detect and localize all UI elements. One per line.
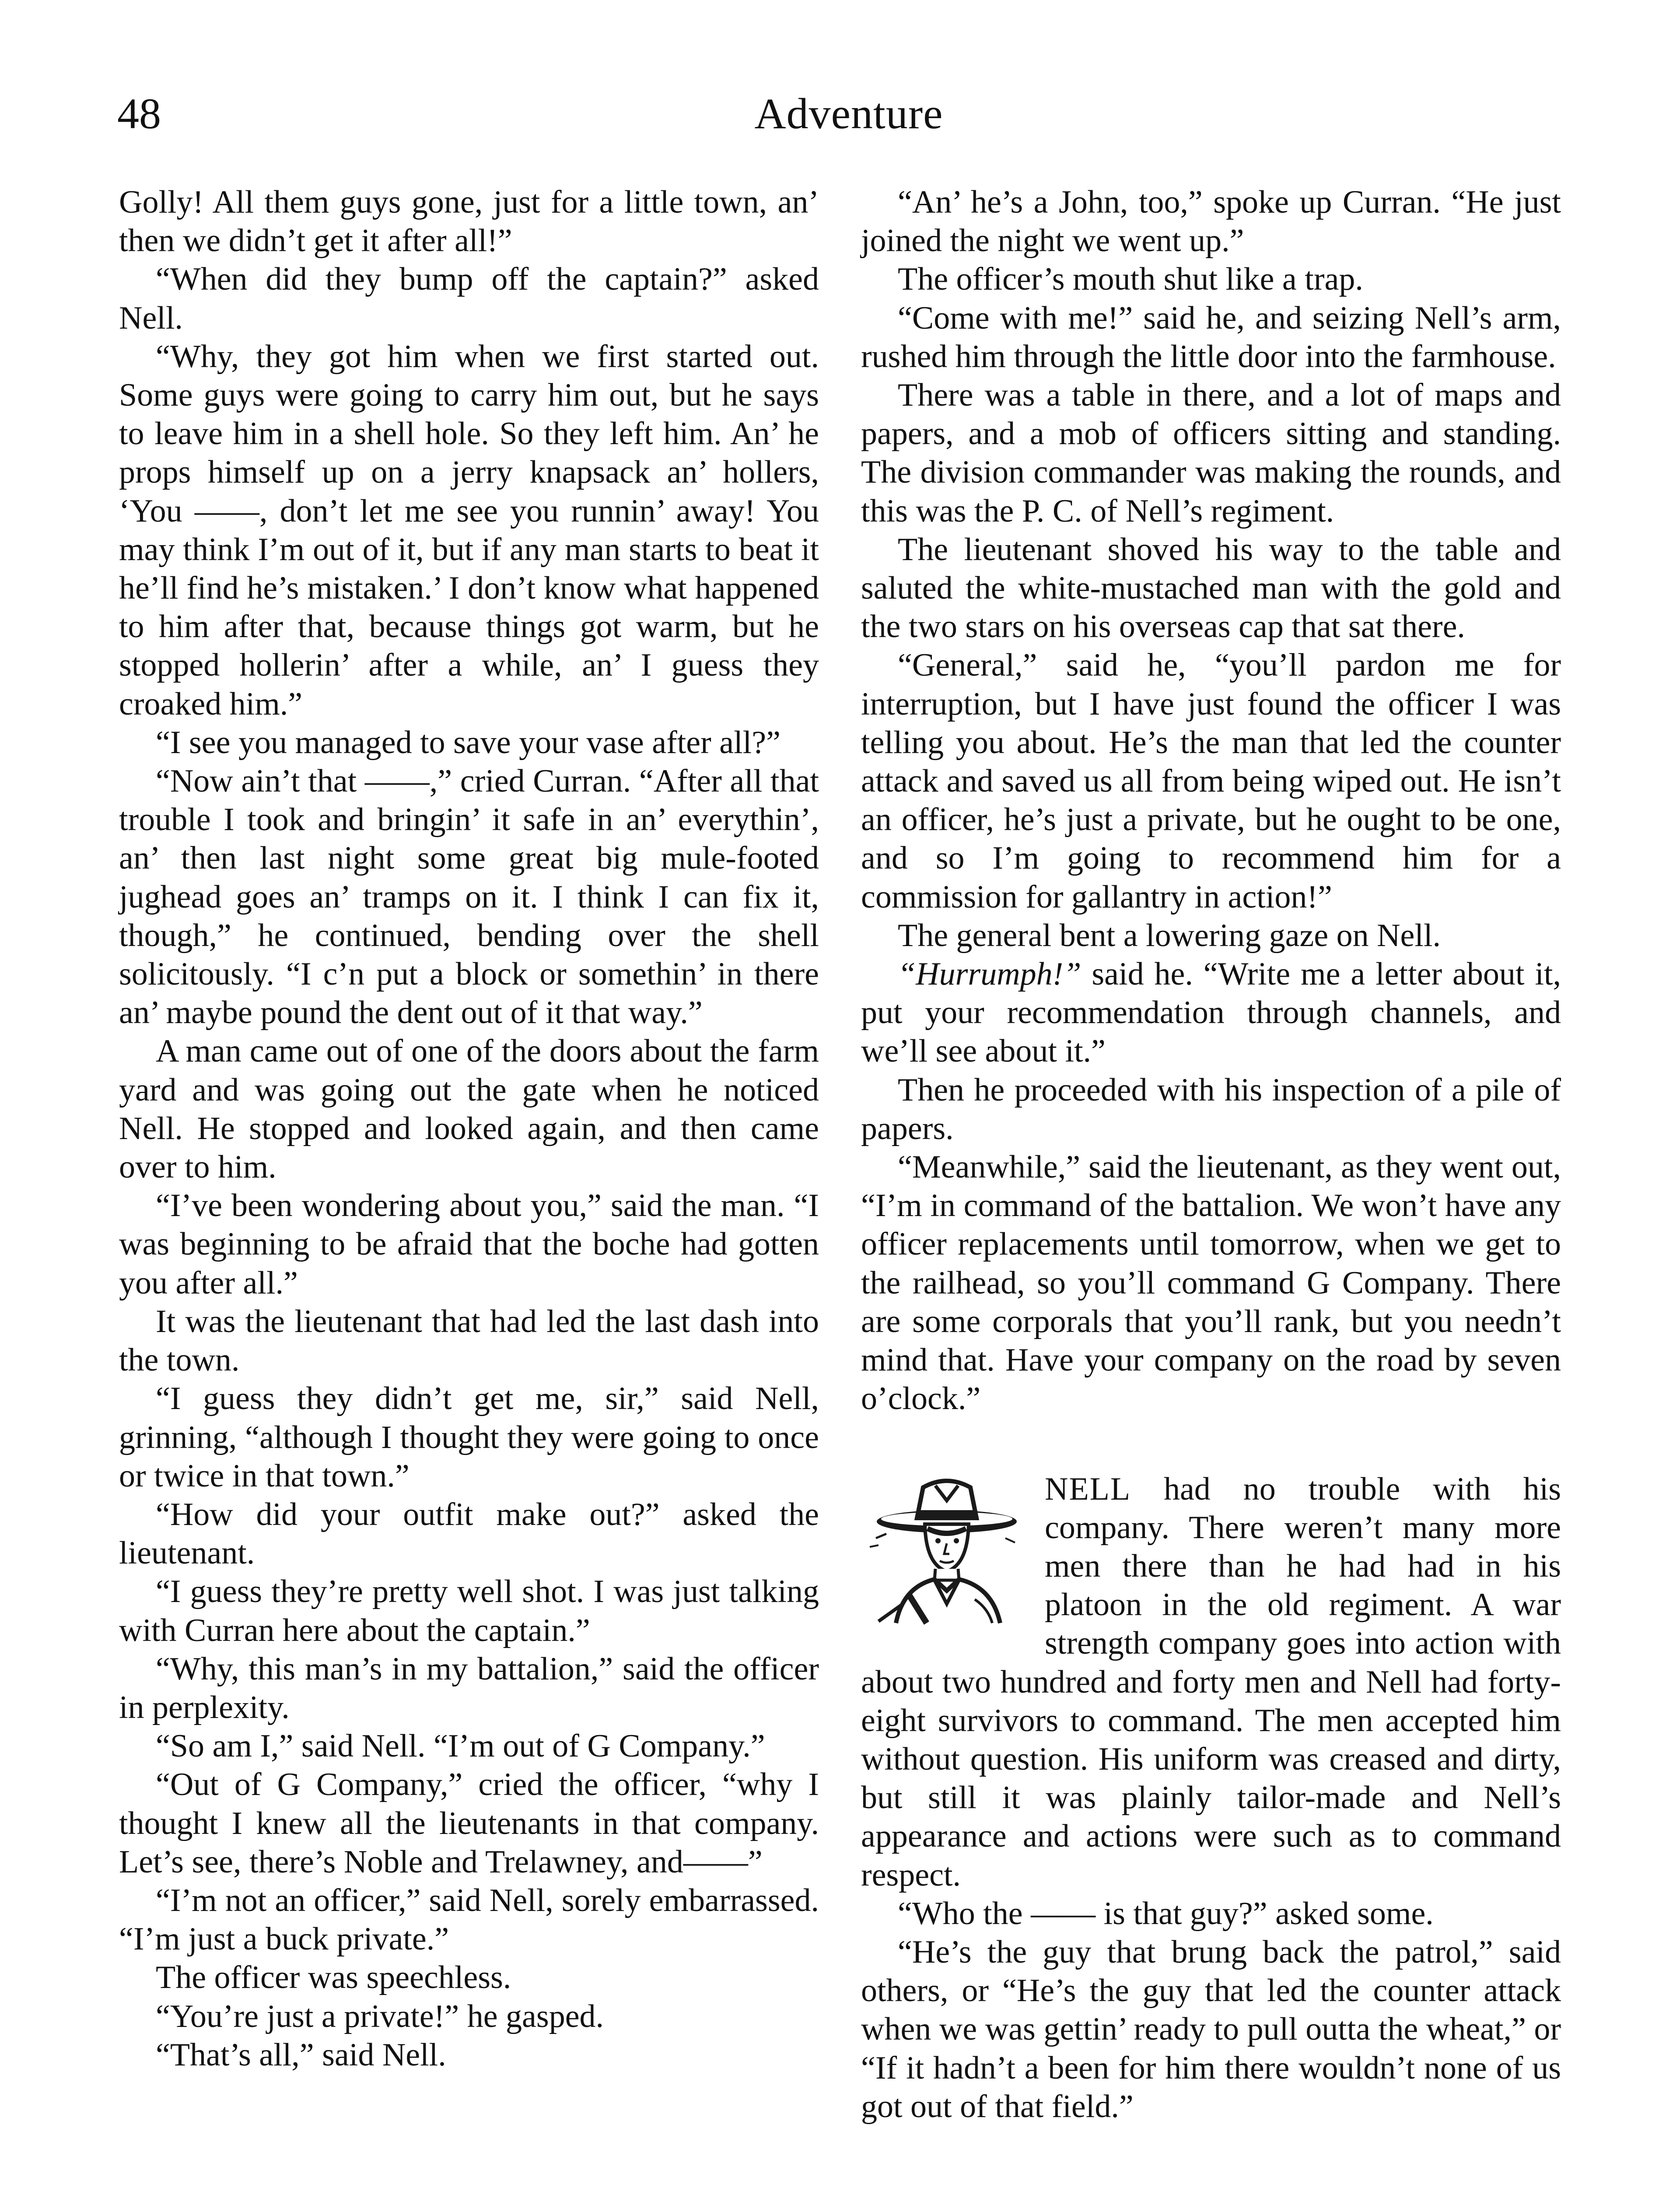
paragraph: “I guess they’re pretty well shot. I was just talking with Curran here about the captain.” (119, 1574, 819, 1648)
section-opening (861, 1470, 1561, 1894)
paragraph: “He’s the guy that brung back the patrol,” said others, or “He’s the guy that led the counter attack when we was gettin’ ready to pull outta the wheat,” or “If it hadn’t a been for him there wouldn’t none of us got out of that field.” (861, 1934, 1561, 2125)
paragraph: “Who the —— is that guy?” asked some. (898, 1895, 1434, 1932)
paragraph: “I’m not an officer,” said Nell, sorely embarrassed. “I’m just a buck private.” (119, 1882, 819, 1957)
paragraph: “I’ve been wondering about you,” said the man. “I was beginning to be afraid that the boche had gotten you after all.” (119, 1188, 819, 1301)
paragraph: “Meanwhile,” said the lieutenant, as they went out, “I’m in command of the battalion. We won’t have any officer replacements until tomorrow, when we get to the railhead, so you’ll command G Company. There are some corporals that you’ll rank, but you needn’t mind that. Have your company on the road by seven o’clock.” (861, 1149, 1561, 1417)
paragraph: “Now ain’t that ——,” cried Curran. “After all that trouble I took and bringin’ it safe in an’ everythin’, an’ then last night some great big mule-footed jughead goes an’ tramps on it. I think I can fix it, though,” he continued, bending over the shell solicitously. “I c’n put a block or somethin’ in there an’ maybe pound the dent out of it that way.” (119, 763, 819, 1031)
paragraph: “Why, this man’s in my battalion,” said the officer in perplexity. (119, 1651, 819, 1725)
page-number: 48 (117, 89, 161, 138)
paragraph: “An’ he’s a John, too,” spoke up Curran. “He just joined the night we went up.” (861, 184, 1561, 259)
paragraph: “So am I,” said Nell. “I’m out of G Company.” (156, 1728, 765, 1764)
paragraph: The officer was speechless. (156, 1960, 511, 1996)
section-lead-word: NELL (1045, 1471, 1131, 1507)
paragraph: It was the lieutenant that had led the last dash into the town. (119, 1303, 819, 1378)
paragraph: “When did they bump off the captain?” asked Nell. (119, 261, 819, 336)
left-column (119, 183, 819, 2074)
paragraph: “General,” said he, “you’ll pardon me for interruption, but I have just found the officer I was telling you about. He’s the man that led the counter attack and saved us all from being wiped out. He isn’t an officer, he’s just a private, but he ought to be one, and so I’m going to recommend him for a commission for gallantry in action!” (861, 647, 1561, 915)
section-break-space (861, 1418, 1561, 1470)
paragraph: “Come with me!” said he, and seizing Nell’s arm, rushed him through the little door into the farmhouse. (861, 300, 1561, 375)
soldier-illustration-icon (861, 1473, 1027, 1627)
paragraph: “I see you managed to save your vase after all?” (156, 724, 780, 761)
paragraph: “How did your outfit make out?” asked the lieutenant. (119, 1496, 819, 1571)
paragraph: “Why, they got him when we first started out. Some guys were going to carry him out, but he says to leave him in a shell hole. So they left him. An’ he props himself up on a jerry knapsack an’ hollers, ‘You ——, don’t let me see you runnin’ away! You may think I’m out of it, but if any man starts to beat it he’ll find he’s mistaken.’ I don’t know what happened to him after that, because things got warm, but he stopped hollerin’ after a while, an’ I guess they croaked him.” (119, 338, 819, 722)
right-column (861, 183, 1561, 2126)
paragraph-hurrumph (861, 955, 1561, 1071)
page-header (0, 83, 1680, 144)
paragraph: Golly! All them guys gone, just for a little town, an’ then we didn’t get it after all!” (119, 184, 819, 259)
running-title: Adventure (754, 89, 943, 138)
paragraph: The officer’s mouth shut like a trap. (898, 261, 1363, 298)
paragraph: The general bent a lowering gaze on Nell. (898, 917, 1441, 954)
paragraph: A man came out of one of the doors about the farm yard and was going out the gate when he noticed Nell. He stopped and looked again, and then came over to him. (119, 1033, 819, 1185)
paragraph: “You’re just a private!” he gasped. (156, 1998, 604, 2034)
section-text: had no trouble with his company. There weren’t many more men there than he had had in his platoon in the old regiment. A war strength company goes into action with about two hundred and forty men and Nell had forty-eight survivors to command. The men accepted him without question. His uniform was creased and dirty, but still it was plainly tailor-made and Nell’s appearance and actions were such as to command respect. (861, 1471, 1561, 1893)
hurrumph-word: “Hurrumph!” (898, 956, 1082, 992)
hurrumph-rest: said he. “Write me a letter about it, put your recommendation through channels, and we’ll see about it.” (861, 956, 1561, 1069)
paragraph: There was a table in there, and a lot of maps and papers, and a mob of officers sitting and standing. The division commander was making the rounds, and this was the P. C. of Nell’s regiment. (861, 377, 1561, 529)
paragraph: “That’s all,” said Nell. (156, 2037, 446, 2073)
paragraph: The lieutenant shoved his way to the table and saluted the white-mustached man with the gold and the two stars on his overseas cap that sat there. (861, 531, 1561, 645)
paragraph: “Out of G Company,” cried the officer, “why I thought I knew all the lieutenants in that company. Let’s see, there’s Noble and Trelawney, and——” (119, 1767, 819, 1880)
paragraph: “I guess they didn’t get me, sir,” said Nell, grinning, “although I thought they were going to once or twice in that town.” (119, 1381, 819, 1494)
paragraph: Then he proceeded with his inspection of a pile of papers. (861, 1072, 1561, 1147)
